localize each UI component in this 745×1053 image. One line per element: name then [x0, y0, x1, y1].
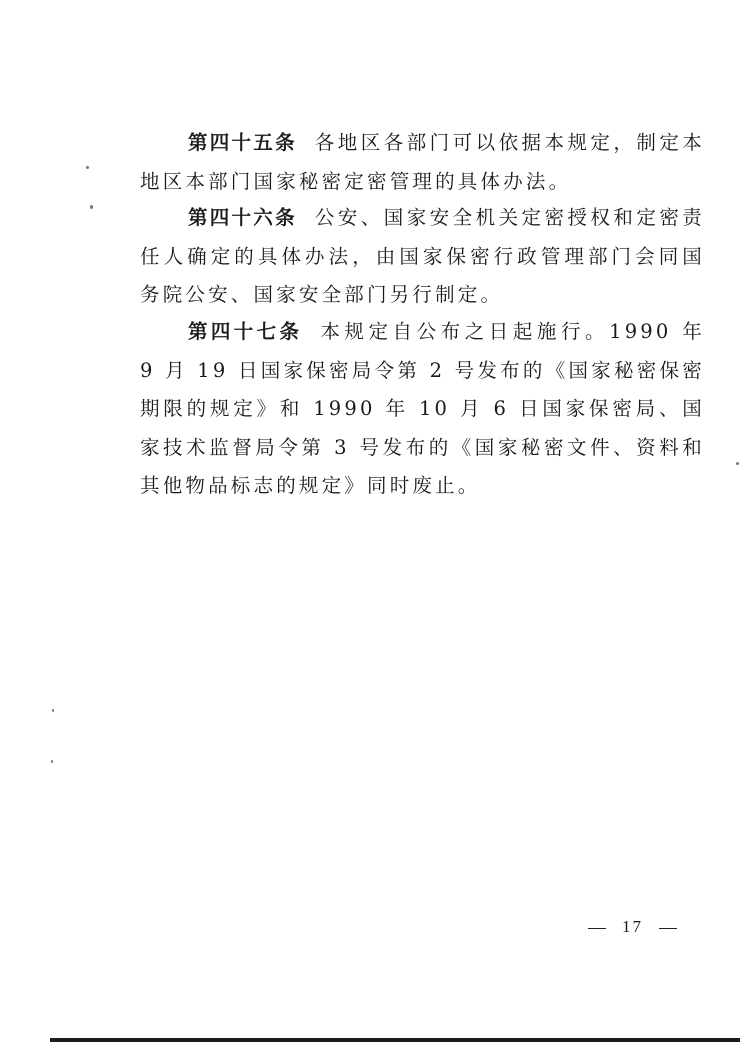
article-45-text: 各地区各部门可以依据本规定，制定本地区本部门国家秘密定密管理的具体办法。: [140, 131, 705, 193]
page-number-right-dash: [659, 928, 677, 929]
page-number-left-dash: [588, 928, 606, 929]
scan-speck: [90, 205, 93, 209]
scan-speck: [86, 166, 89, 169]
page-number-value: 17: [622, 917, 643, 936]
scan-speck: [52, 709, 54, 712]
article-46-heading: 第四十六条: [188, 206, 297, 229]
page-number: [588, 917, 677, 937]
article-45: [140, 124, 705, 201]
article-46-text: 公安、国家安全机关定密授权和定密责任人确定的具体办法，由国家保密行政管理部门会同国务院公安、国家安全部门另行制定。: [140, 206, 705, 306]
article-47: [140, 313, 705, 506]
scan-edge-line: [50, 1038, 740, 1042]
scan-speck: [736, 462, 739, 465]
article-47-text: 本规定自公布之日起施行。1990 年 9 月 19 日国家保密局令第 2 号发布的《国家秘密保密期限的规定》和 1990 年 10 月 6 日国家保密局、国家技术监督局令第 3 号发布的《国家秘密文件、资料和其他物品标志的规定》同时废止。: [140, 320, 705, 497]
article-47-heading: 第四十七条: [188, 320, 303, 343]
article-46: [140, 199, 705, 315]
scan-speck: [51, 760, 53, 763]
article-45-heading: 第四十五条: [188, 131, 297, 154]
